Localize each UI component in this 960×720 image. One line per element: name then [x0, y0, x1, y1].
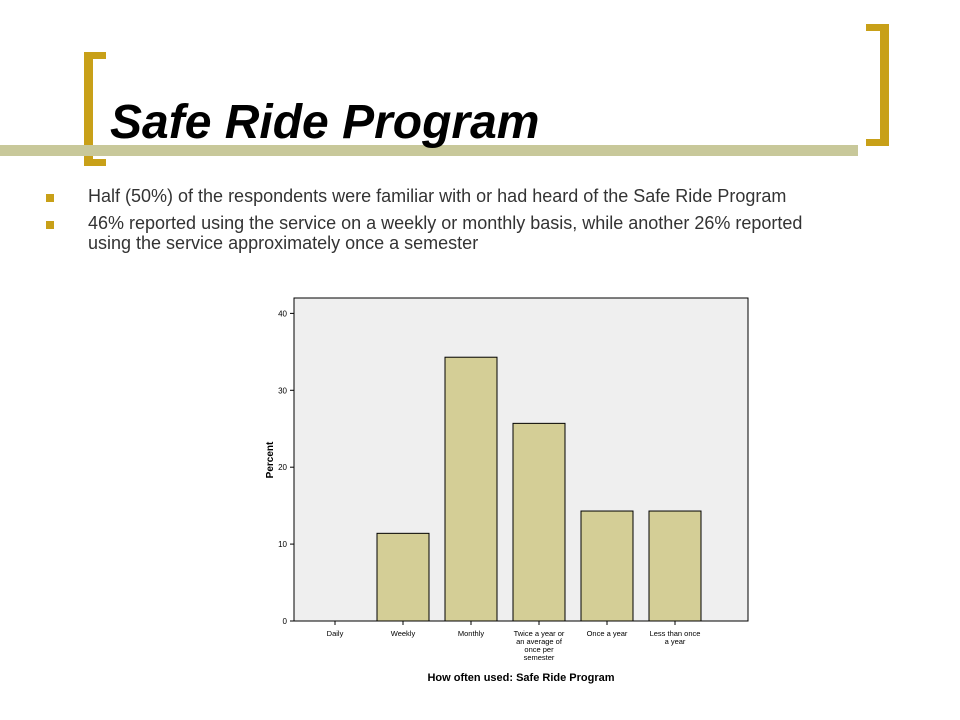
bar: [581, 511, 633, 621]
x-tick-label: Twice a year or an average of once per semester: [513, 629, 565, 662]
x-tick-label: Once a year: [586, 629, 628, 638]
bullet-text: 46% reported using the service on a weekly or monthly basis, while another 26% reported using the service approximately once a semester: [88, 213, 803, 253]
x-tick-label: Weekly: [390, 629, 416, 638]
y-tick-label: 0: [282, 617, 287, 626]
left-bracket-bottom: [84, 159, 106, 166]
y-tick-label: 30: [278, 386, 287, 396]
right-bracket-top: [866, 24, 889, 31]
x-tick-label: Daily: [326, 629, 344, 638]
square-bullet-icon: [46, 194, 54, 202]
y-axis-label: Percent: [265, 441, 276, 479]
y-tick-label: 20: [278, 463, 287, 473]
y-tick-label: 10: [278, 540, 287, 550]
x-axis: [327, 621, 701, 662]
bullet-item: [46, 213, 806, 253]
bar: [445, 357, 497, 621]
left-bracket-top: [84, 52, 106, 59]
right-bracket-bar: [880, 24, 889, 146]
bar: [649, 511, 701, 621]
right-bracket-bottom: [866, 139, 889, 146]
y-tick-label: 40: [278, 309, 287, 319]
bullet-item: [46, 186, 806, 206]
x-axis-label: How often used: Safe Ride Program: [427, 672, 615, 684]
y-axis: [278, 309, 294, 626]
slide-title: Safe Ride Program: [110, 96, 540, 149]
bar-chart: [240, 292, 760, 692]
bar: [377, 533, 429, 621]
x-tick-label: Less than once a year: [649, 629, 701, 646]
bar: [513, 423, 565, 621]
square-bullet-icon: [46, 221, 54, 229]
bullet-text: Half (50%) of the respondents were familiar with or had heard of the Safe Ride Program: [88, 186, 787, 206]
x-tick-label: Monthly: [457, 629, 485, 638]
bullet-list: [46, 186, 806, 260]
